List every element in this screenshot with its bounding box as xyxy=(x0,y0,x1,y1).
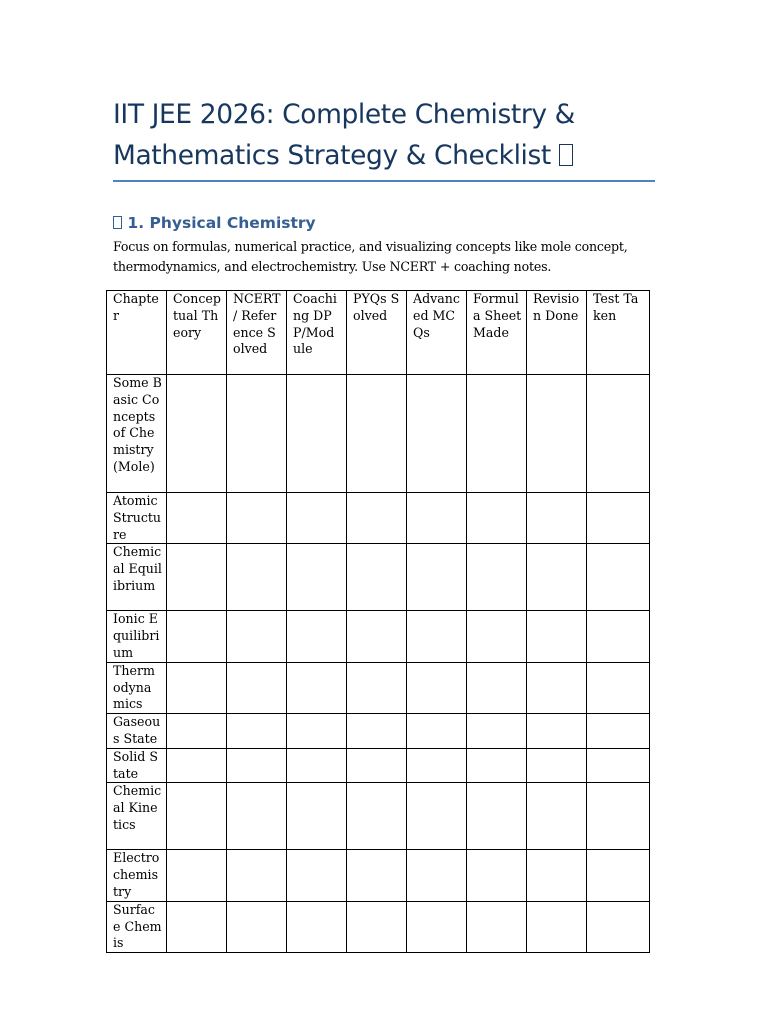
checklist-cell[interactable] xyxy=(407,783,467,850)
checklist-cell[interactable] xyxy=(347,901,407,952)
checklist-cell[interactable] xyxy=(467,748,527,783)
checklist-cell[interactable] xyxy=(587,901,650,952)
column-header: Conceptual Theory xyxy=(167,291,227,375)
table-row xyxy=(107,714,650,749)
checklist-cell[interactable] xyxy=(227,544,287,611)
checklist-cell[interactable] xyxy=(347,783,407,850)
checklist-cell[interactable] xyxy=(347,662,407,713)
column-header: Coaching DPP/Module xyxy=(287,291,347,375)
checklist-cell[interactable] xyxy=(587,714,650,749)
chapter-cell: Ionic Equilibrium xyxy=(107,611,167,662)
checklist-cell[interactable] xyxy=(287,901,347,952)
checklist-cell[interactable] xyxy=(467,375,527,493)
table-row xyxy=(107,748,650,783)
chapter-cell: Atomic Structure xyxy=(107,493,167,544)
checklist-cell[interactable] xyxy=(407,493,467,544)
checklist-cell[interactable] xyxy=(347,611,407,662)
checklist-cell[interactable] xyxy=(347,493,407,544)
checklist-cell[interactable] xyxy=(467,662,527,713)
checklist-cell[interactable] xyxy=(407,850,467,901)
title-line-1: IIT JEE 2026: Complete Chemistry & xyxy=(113,99,575,130)
checklist-cell[interactable] xyxy=(287,662,347,713)
checklist-cell[interactable] xyxy=(167,714,227,749)
checklist-cell[interactable] xyxy=(287,783,347,850)
column-header: Test Taken xyxy=(587,291,650,375)
title-line-2: Mathematics Strategy & Checklist xyxy=(113,140,551,171)
section-intro: Focus on formulas, numerical practice, and visualizing concepts like mole concept, thermodynamics, and electrochemistry. Use NCERT + coaching notes. xyxy=(113,239,628,274)
checklist-cell[interactable] xyxy=(167,375,227,493)
table-row xyxy=(107,493,650,544)
column-header: PYQs Solved xyxy=(347,291,407,375)
checklist-cell[interactable] xyxy=(527,611,587,662)
checklist-cell[interactable] xyxy=(227,493,287,544)
checklist-cell[interactable] xyxy=(407,714,467,749)
checklist-cell[interactable] xyxy=(587,662,650,713)
checklist-cell[interactable] xyxy=(527,544,587,611)
checklist-cell[interactable] xyxy=(287,611,347,662)
column-header: Formula Sheet Made xyxy=(467,291,527,375)
checklist-cell[interactable] xyxy=(587,375,650,493)
checklist-cell[interactable] xyxy=(467,850,527,901)
checklist-cell[interactable] xyxy=(227,748,287,783)
checklist-cell[interactable] xyxy=(167,611,227,662)
column-header: Chapter xyxy=(107,291,167,375)
checklist-cell[interactable] xyxy=(527,493,587,544)
checklist-cell[interactable] xyxy=(407,375,467,493)
checklist-cell[interactable] xyxy=(407,748,467,783)
column-header: Advanced MCQs xyxy=(407,291,467,375)
checklist-cell[interactable] xyxy=(467,714,527,749)
checklist-cell[interactable] xyxy=(287,714,347,749)
checklist-cell[interactable] xyxy=(347,714,407,749)
chapter-cell: Chemical Equilibrium xyxy=(107,544,167,611)
checklist-cell[interactable] xyxy=(167,901,227,952)
checklist-cell[interactable] xyxy=(467,544,527,611)
table-row xyxy=(107,611,650,662)
table-row xyxy=(107,662,650,713)
checklist-cell[interactable] xyxy=(527,714,587,749)
checklist-cell[interactable] xyxy=(227,783,287,850)
checklist-cell[interactable] xyxy=(167,493,227,544)
checklist-cell[interactable] xyxy=(347,544,407,611)
checklist-cell[interactable] xyxy=(167,748,227,783)
checklist-cell[interactable] xyxy=(227,714,287,749)
checklist-cell[interactable] xyxy=(527,748,587,783)
checklist-cell[interactable] xyxy=(587,748,650,783)
checklist-cell[interactable] xyxy=(167,783,227,850)
checklist-cell[interactable] xyxy=(407,611,467,662)
missing-glyph-icon xyxy=(113,216,122,229)
checklist-cell[interactable] xyxy=(587,611,650,662)
column-header: Revision Done xyxy=(527,291,587,375)
checklist-cell[interactable] xyxy=(167,850,227,901)
checklist-cell[interactable] xyxy=(347,748,407,783)
chapter-cell: Solid State xyxy=(107,748,167,783)
page-title xyxy=(113,94,673,176)
checklist-cell[interactable] xyxy=(227,611,287,662)
checklist-cell[interactable] xyxy=(467,901,527,952)
checklist-cell[interactable] xyxy=(287,748,347,783)
checklist-cell[interactable] xyxy=(407,544,467,611)
checklist-cell[interactable] xyxy=(227,850,287,901)
checklist-cell[interactable] xyxy=(527,850,587,901)
chapter-cell: Gaseous State xyxy=(107,714,167,749)
checklist-cell[interactable] xyxy=(227,375,287,493)
table-header-row xyxy=(107,291,650,375)
chapter-checklist-table xyxy=(106,290,650,953)
section-heading xyxy=(113,212,316,234)
checklist-cell[interactable] xyxy=(347,375,407,493)
table-row xyxy=(107,544,650,611)
chapter-cell: Thermodynamics xyxy=(107,662,167,713)
checklist-cell[interactable] xyxy=(527,375,587,493)
table-row xyxy=(107,375,650,493)
checklist-cell[interactable] xyxy=(467,783,527,850)
table-row xyxy=(107,901,650,952)
checklist-cell[interactable] xyxy=(167,544,227,611)
chapter-cell: Electrochemistry xyxy=(107,850,167,901)
checklist-cell[interactable] xyxy=(347,850,407,901)
checklist-cell[interactable] xyxy=(287,850,347,901)
column-header: NCERT / Reference Solved xyxy=(227,291,287,375)
checklist-cell[interactable] xyxy=(227,662,287,713)
checklist-cell[interactable] xyxy=(587,544,650,611)
checklist-cell[interactable] xyxy=(587,783,650,850)
checklist-cell[interactable] xyxy=(407,662,467,713)
checklist-cell[interactable] xyxy=(587,850,650,901)
checklist-cell[interactable] xyxy=(467,493,527,544)
checklist-cell[interactable] xyxy=(287,493,347,544)
checklist-cell[interactable] xyxy=(527,783,587,850)
section-heading-text: 1. Physical Chemistry xyxy=(127,214,316,232)
chapter-cell: Some Basic Concepts of Chemistry (Mole) xyxy=(107,375,167,493)
chapter-cell: Surface Chemis xyxy=(107,901,167,952)
table-row xyxy=(107,783,650,850)
missing-glyph-icon xyxy=(559,144,573,166)
title-underline xyxy=(113,180,655,182)
checklist-cell[interactable] xyxy=(287,375,347,493)
checklist-cell[interactable] xyxy=(167,662,227,713)
checklist-cell[interactable] xyxy=(287,544,347,611)
checklist-cell[interactable] xyxy=(467,611,527,662)
checklist-cell[interactable] xyxy=(527,662,587,713)
checklist-cell[interactable] xyxy=(407,901,467,952)
chapter-cell: Chemical Kinetics xyxy=(107,783,167,850)
table-row xyxy=(107,850,650,901)
checklist-cell[interactable] xyxy=(527,901,587,952)
checklist-cell[interactable] xyxy=(587,493,650,544)
checklist-cell[interactable] xyxy=(227,901,287,952)
